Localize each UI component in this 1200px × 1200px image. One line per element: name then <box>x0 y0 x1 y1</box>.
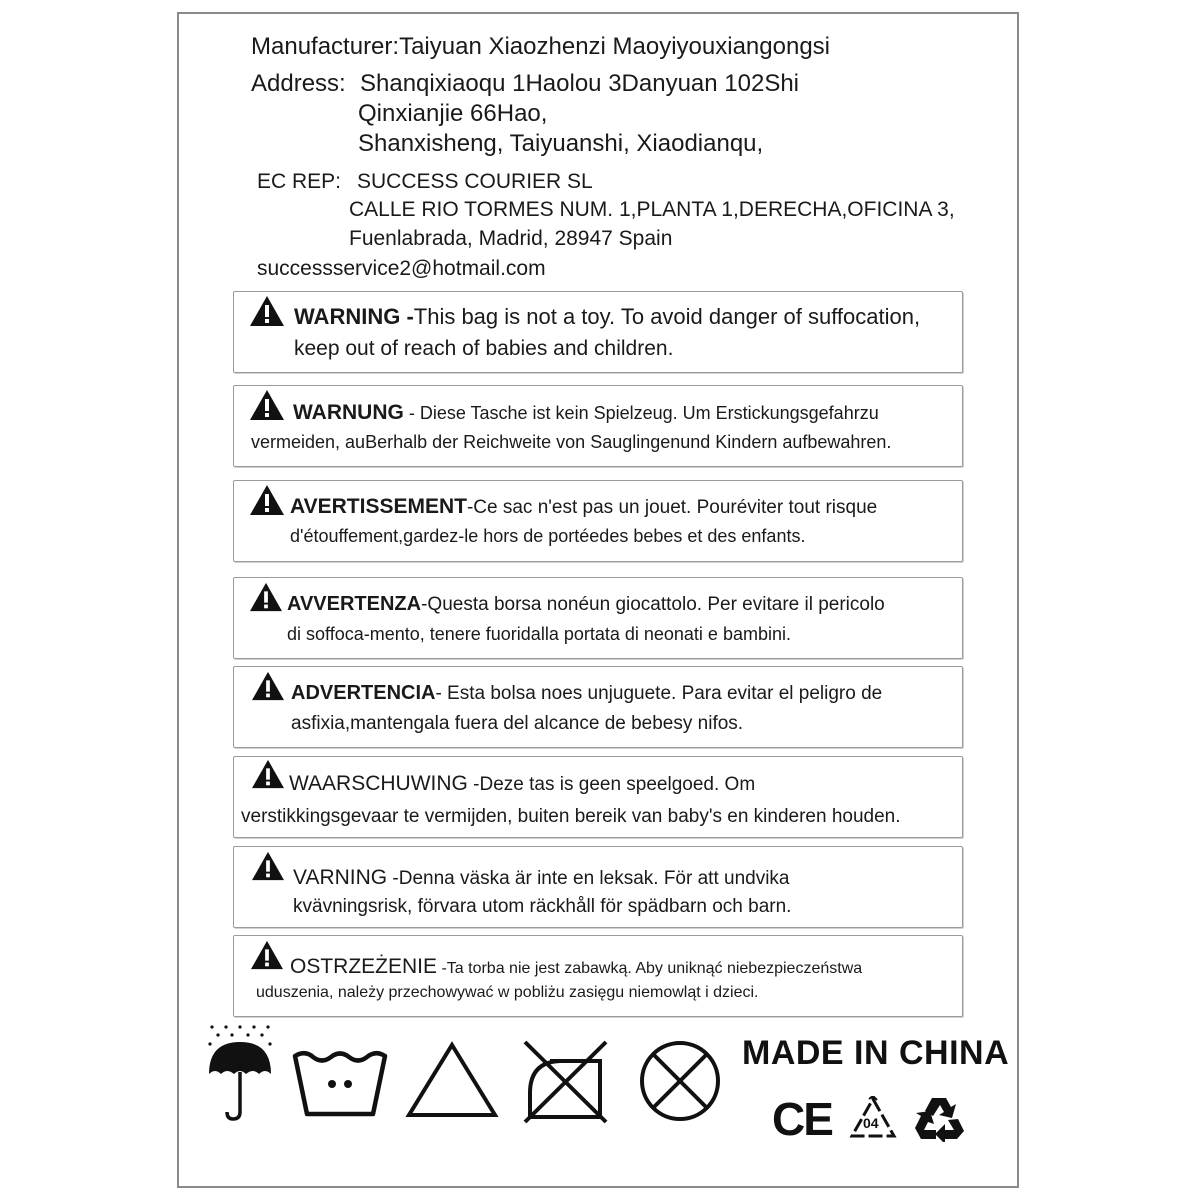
warning-box-sv <box>233 846 963 928</box>
warning-text-line-2: kvävningsrisk, förvara utom räckhåll för spädbarn och barn. <box>293 896 792 917</box>
ec-rep-line-1: SUCCESS COURIER SL <box>357 170 593 193</box>
warning-triangle-icon <box>249 939 285 971</box>
warning-box-en <box>233 291 963 373</box>
warning-title: VARNING <box>293 866 388 889</box>
warning-text-line-1: - Esta bolsa noes unjuguete. Para evitar el peligro de <box>435 683 883 704</box>
warning-title: AVERTISSEMENT <box>290 495 467 518</box>
keep-dry-umbrella-icon <box>204 1022 276 1122</box>
warning-text-line-2: di soffoca-mento, tenere fuoridalla portata di neonati e bambini. <box>287 624 791 644</box>
warning-text-line-1: -Ta torba nie jest zabawką. Aby uniknąć niebezpieczeństwa <box>437 960 863 977</box>
bleach-triangle-icon <box>404 1040 500 1120</box>
warning-text-line-1: -Questa borsa nonéun giocattolo. Per evitare il pericolo <box>421 594 885 615</box>
warning-triangle-icon <box>248 294 286 328</box>
warning-title: ADVERTENCIA <box>291 682 436 704</box>
warning-text-line-1: - Diese Tasche ist kein Spielzeug. Um Erstickungsgefahrzu <box>403 403 879 423</box>
warning-text-line-2: uduszenia, należy przechowywać w pobliżu zasięgu niemowląt i dzieci. <box>256 984 759 1001</box>
warning-box-es <box>233 666 963 748</box>
warning-text-line-2: keep out of reach of babies and children. <box>294 337 674 360</box>
warning-box-de <box>233 385 963 467</box>
manufacturer-line: Manufacturer:Taiyuan Xiaozhenzi Maoyiyouxiangongsi <box>251 33 830 60</box>
warning-box-nl <box>233 756 963 838</box>
ec-rep-label: EC REP: <box>257 170 342 193</box>
warning-box-fr <box>233 480 963 562</box>
do-not-dryclean-icon <box>635 1036 725 1126</box>
made-in-china-label: MADE IN CHINA <box>742 1034 1010 1072</box>
address-label: Address: <box>251 70 346 97</box>
ec-rep-line-2: CALLE RIO TORMES NUM. 1,PLANTA 1,DERECHA,OFICINA 3, <box>349 198 955 221</box>
warning-box-it <box>233 577 963 659</box>
warning-title: WAARSCHUWING <box>289 772 468 795</box>
warning-triangle-icon <box>250 670 286 702</box>
warning-text-line-1: -Deze tas is geen speelgoed. Om <box>467 774 756 795</box>
warning-triangle-icon <box>248 581 284 613</box>
warning-text-line-1: This bag is not a toy. To avoid danger of suffocation, <box>413 304 921 329</box>
recycle-code: 04 <box>863 1115 879 1131</box>
address-line-3: Shanxisheng, Taiyuanshi, Xiaodianqu, <box>358 130 764 157</box>
warning-triangle-icon <box>250 758 286 790</box>
address-line-2: Qinxianjie 66Hao, <box>358 100 548 127</box>
warning-box-pl <box>233 935 963 1017</box>
ec-rep-line-3: Fuenlabrada, Madrid, 28947 Spain <box>349 227 673 250</box>
warning-title: WARNING - <box>294 304 414 329</box>
warning-title: WARNUNG <box>293 401 404 424</box>
warning-text-line-2: verstikkingsgevaar te vermijden, buiten bereik van baby's en kinderen houden. <box>241 806 901 827</box>
warning-text-line-2: vermeiden, auBerhalb der Reichweite von Sauglingenund Kindern aufbewahren. <box>251 432 892 452</box>
address-line-1: Shanqixiaoqu 1Haolou 3Danyuan 102Shi <box>360 70 800 97</box>
warning-text-line-2: asfixia,mantengala fuera del alcance de bebesy nifos. <box>291 713 744 734</box>
warning-title: AVVERTENZA <box>287 593 422 615</box>
ce-mark: CE <box>772 1093 832 1145</box>
warning-text-line-1: -Denna väska är inte en leksak. För att undvika <box>387 868 790 889</box>
warning-triangle-icon <box>248 483 286 517</box>
warning-text-line-1: -Ce sac n'est pas un jouet. Pouréviter tout risque <box>466 497 878 518</box>
ec-rep-email: successservice2@hotmail.com <box>257 257 546 280</box>
recycle-04-icon <box>848 1096 898 1142</box>
warning-triangle-icon <box>250 850 286 882</box>
recycle-icon <box>912 1094 966 1142</box>
warning-title: OSTRZEŻENIE <box>290 955 438 978</box>
do-not-iron-icon <box>520 1037 610 1125</box>
warning-text-line-2: d'étouffement,gardez-le hors de portéedes bebes et des enfants. <box>290 526 806 546</box>
warning-triangle-icon <box>248 388 286 422</box>
wash-30-icon <box>290 1048 390 1118</box>
